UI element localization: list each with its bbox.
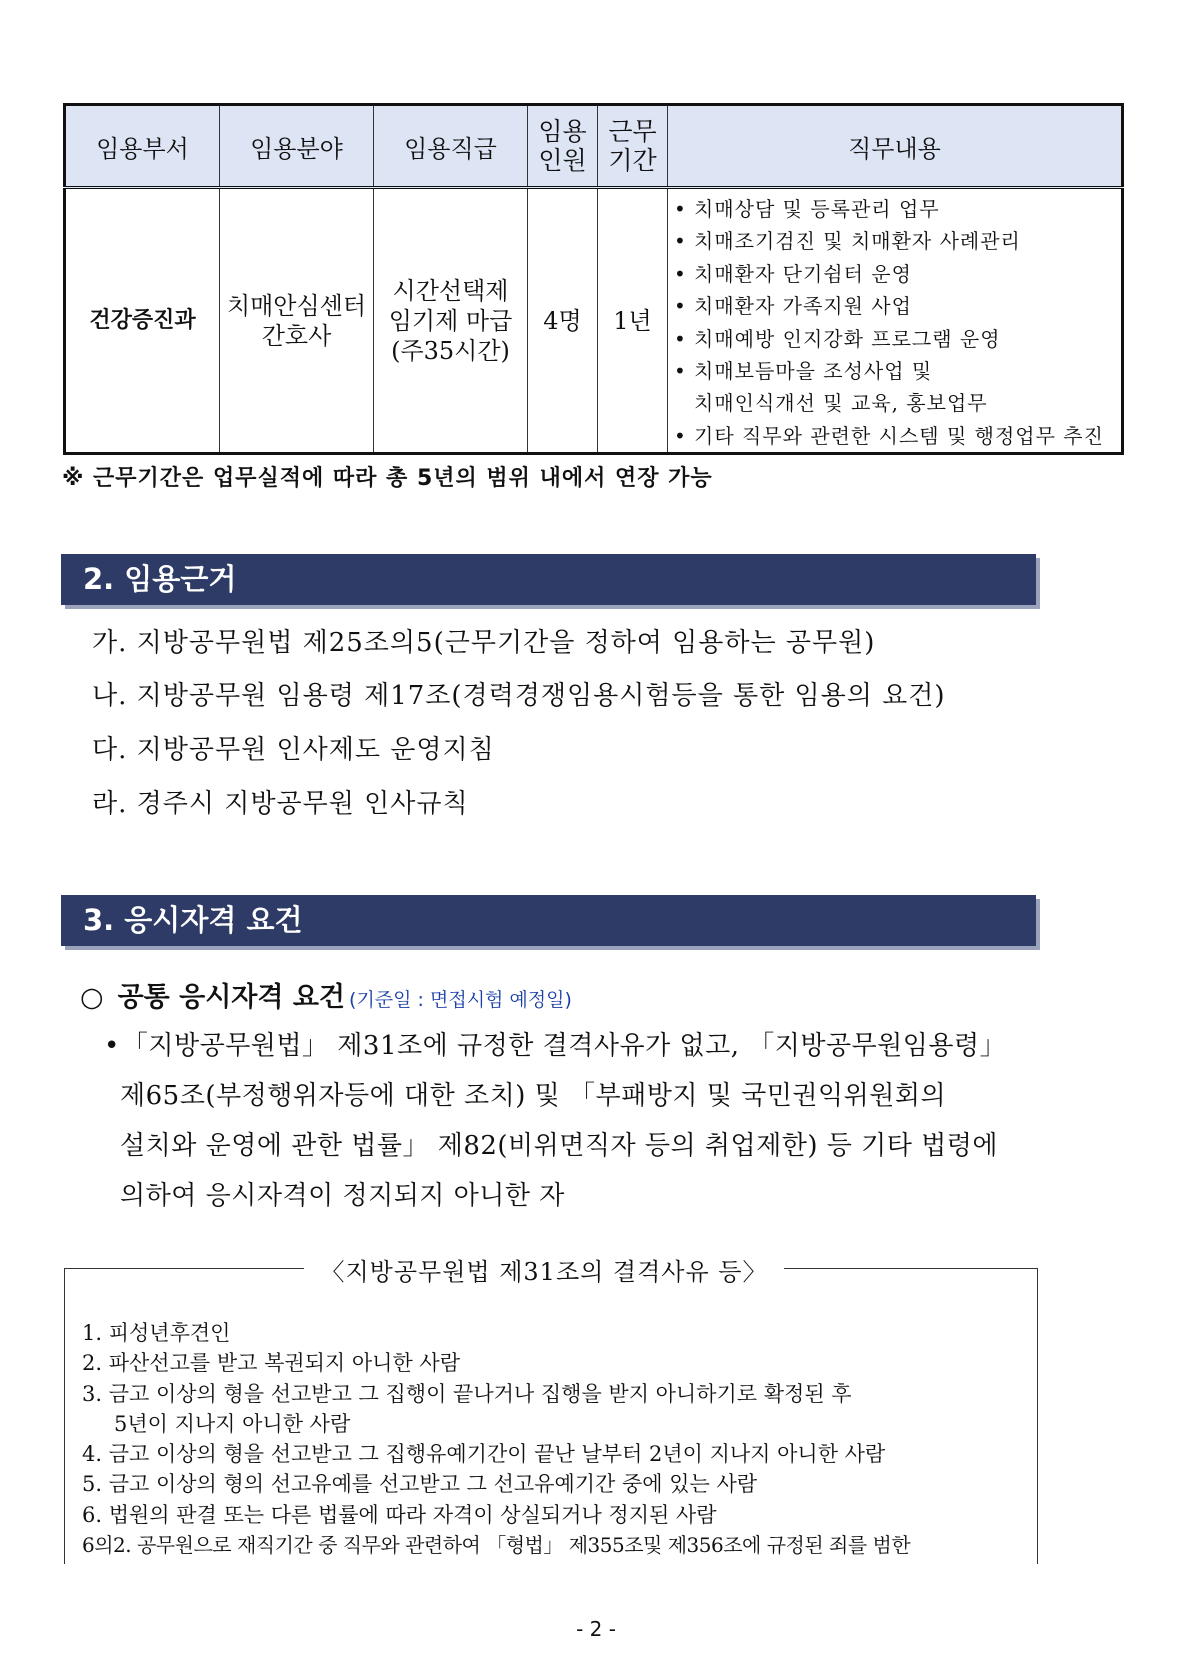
cell-field-line2: 간호사 — [261, 321, 332, 350]
qualification-line: 제65조(부정행위자등에 대한 조치) 및 「부패방지 및 국민권익위원회의 — [120, 1081, 947, 1111]
disqualification-box-title: 〈지방공무원법 제31조의 결격사유 등〉 — [304, 1252, 784, 1287]
cell-period: 1년 — [598, 188, 668, 454]
cell-count: 4명 — [528, 188, 598, 454]
header-field: 임용분야 — [220, 105, 374, 188]
duty-text: 치매상담 및 등록관리 업무 — [694, 197, 940, 221]
extension-note: ※ 근무기간은 업무실적에 따라 총 5년의 범위 내에서 연장 가능 — [62, 466, 713, 491]
basis-item: 다. 지방공무원 인사제도 운영지침 — [92, 735, 495, 765]
duty-text: 기타 직무와 관련한 시스템 및 행정업무 추진 — [694, 423, 1104, 448]
header-period-line2: 기간 — [608, 146, 657, 175]
duty-text: 치매보듬마을 조성사업 및 — [694, 359, 933, 384]
cell-field-line1: 치매안심센터 — [226, 291, 367, 320]
duty-item — [672, 225, 1121, 257]
header-count-line2: 인원 — [538, 146, 587, 175]
qualification-text: 「지방공무원법」 제31조에 규정한 결격사유가 없고, 「지방공무원임용령」 — [121, 1031, 1007, 1061]
cell-duties — [668, 188, 1123, 454]
header-count — [528, 105, 598, 188]
duty-item — [672, 193, 1121, 225]
header-period — [598, 105, 668, 188]
cell-dept: 건강증진과 — [65, 188, 220, 454]
disqualification-item: 3. 금고 이상의 형을 선고받고 그 집행이 끝나거나 집행을 받지 아니하기로 확정된 후 — [82, 1381, 852, 1406]
bullet-icon: • — [674, 261, 687, 286]
qualification-line: 의하여 응시자격이 정지되지 아니한 자 — [120, 1181, 565, 1211]
section-3-title: 3. 응시자격 요건 — [61, 895, 1036, 946]
header-duties: 직무내용 — [668, 105, 1123, 188]
duty-item — [672, 258, 1121, 290]
disqualification-item: 6의2. 공무원으로 재직기간 중 직무와 관련하여 「형법」 제355조및 제356조에 규정된 죄를 범한 — [82, 1533, 911, 1558]
duty-text-continued: 치매인식개선 및 교육, 홍보업무 — [694, 391, 988, 416]
disqualification-item: 5. 금고 이상의 형의 선고유예를 선고받고 그 선고유예기간 중에 있는 사람 — [82, 1472, 758, 1497]
header-dept: 임용부서 — [65, 105, 220, 188]
table-header-row — [65, 105, 1123, 188]
reference-date-note: (기준일 : 면접시험 예정일) — [349, 989, 572, 1011]
duty-text: 치매환자 가족지원 사업 — [694, 294, 912, 319]
common-qualification-heading — [80, 975, 572, 1014]
bullet-icon: • — [674, 229, 687, 254]
basis-item: 라. 경주시 지방공무원 인사규칙 — [92, 789, 469, 819]
duty-item — [672, 290, 1121, 322]
duty-text: 치매환자 단기쉼터 운영 — [694, 261, 912, 286]
bullet-icon: • — [674, 359, 687, 384]
bullet-icon: • — [674, 197, 687, 221]
circle-icon: ○ — [80, 982, 104, 1013]
basis-item: 나. 지방공무원 임용령 제17조(경력경쟁임용시험등을 통한 임용의 요건) — [92, 681, 946, 711]
common-qualification-title: 공통 응시자격 요건 — [117, 982, 346, 1013]
recruitment-table — [63, 103, 1124, 455]
duty-text: 치매조기검진 및 치매환자 사례관리 — [694, 229, 1021, 254]
cell-grade — [374, 188, 528, 454]
duties-list — [672, 193, 1121, 452]
disqualification-item: 4. 금고 이상의 형을 선고받고 그 집행유예기간이 끝난 날부터 2년이 지나지 아니한 사람 — [82, 1442, 886, 1467]
disqualification-list — [82, 1318, 910, 1560]
bullet-icon: • — [674, 423, 687, 448]
cell-field — [220, 188, 374, 454]
page-number: - 2 - — [576, 1617, 616, 1641]
cell-grade-line2: 임기제 마급 — [388, 306, 513, 335]
bullet-icon: • — [674, 326, 687, 351]
cell-grade-line3: (주35시간) — [391, 336, 510, 365]
header-grade: 임용직급 — [374, 105, 528, 188]
duty-item — [672, 420, 1121, 452]
cell-grade-line1: 시간선택제 — [392, 276, 509, 305]
disqualification-item: 6. 법원의 판결 또는 다른 법률에 따라 자격이 상실되거나 정지된 사람 — [82, 1502, 717, 1527]
disqualification-item: 2. 파산선고를 받고 복권되지 아니한 사람 — [82, 1351, 460, 1376]
duty-item — [672, 355, 1121, 420]
duty-item — [672, 323, 1121, 355]
disqualification-item-continued: 5년이 지나지 아니한 사람 — [114, 1411, 351, 1436]
table-row — [65, 188, 1123, 454]
duty-text: 치매예방 인지강화 프로그램 운영 — [694, 326, 1001, 351]
bullet-icon: • — [674, 294, 687, 319]
basis-item: 가. 지방공무원법 제25조의5(근무기간을 정하여 임용하는 공무원) — [92, 628, 876, 658]
section-2-title: 2. 임용근거 — [61, 554, 1036, 605]
header-period-line1: 근무 — [608, 117, 657, 146]
bullet-icon: • — [104, 1031, 120, 1061]
header-count-line1: 임용 — [538, 117, 587, 146]
qualification-line: 설치와 운영에 관한 법률」 제82(비위면직자 등의 취업제한) 등 기타 법령에 — [120, 1131, 999, 1161]
qualification-line — [104, 1025, 1006, 1062]
disqualification-item: 1. 피성년후견인 — [82, 1321, 231, 1345]
